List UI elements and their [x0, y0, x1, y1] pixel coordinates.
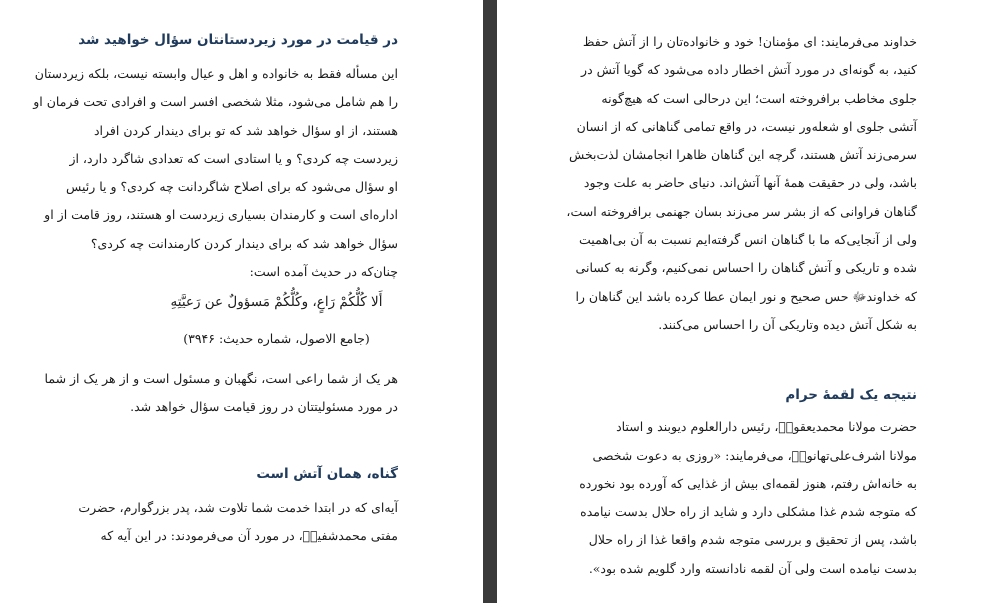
text-line: اداره‌ای است و کارمندان بسیاری زیردست او هستند، روز قامت از او: [44, 207, 398, 223]
hadith-source: (جامع الاصول، شماره حدیث: ۳۹۴۶): [183, 330, 370, 346]
text-line: زیردست چه کردی؟ و یا استادی است که تعدادی شاگرد دارد، از: [69, 150, 398, 166]
right-column: [566, 28, 917, 583]
text-line: جلوی مخاطب برافروخته است؛ این درحالی است که هیچ‌گونه: [601, 90, 917, 106]
text-line: مولانا اشرف‌علی‌تهانویؒ، می‌فرمایند: «روزی به دعوت شخصی: [592, 447, 917, 463]
section-heading: در قیامت در مورد زیردستانتان سؤال خواهید شد: [78, 32, 398, 48]
book-spine: [483, 0, 497, 603]
text-line: هستند، از او سؤال خواهد شد که تو برای دیندار کردن افراد: [93, 122, 398, 138]
text-line: سؤال خواهد شد که برای دیندار کردن کارمندانت چه کردی؟: [90, 235, 398, 251]
text-line: باشد، ولی در حقیقت همهٔ آنها آتش‌اند. دنیای حاضر به علت وجود: [583, 175, 917, 191]
text-line: شده و تاریکی و آتش گناهان را احساس نمی‌کنیم، وگرنه به کسانی: [575, 260, 917, 276]
text-line: که متوجه شدم غذا مشکلی دارد و شاید از راه حلال بدست نیامده: [580, 504, 917, 520]
text-line: به شکل آتش دیده وتاریکی آن را احساس می‌کنند.: [658, 316, 917, 332]
section-heading: نتیجه یک لقمهٔ حرام: [785, 387, 917, 404]
text-line: به خانه‌اش رفتم، هنوز لقمه‌ای بیش از غذایی که آورده بود نخورده: [579, 475, 917, 491]
text-line: باشد، پس از تحقیق و بررسی متوجه شدم واقعا غذا از راه حلال: [588, 532, 917, 548]
text-line: در مورد مسئولیتتان در روز قیامت سؤال خواهد شد.: [130, 399, 398, 415]
text-line: ولی از آنجایی‌که ما با گناهان انس گرفته‌ایم نسبت به آن بی‌اهمیت: [579, 232, 917, 248]
section-heading: گناه، همان آتش است: [256, 465, 398, 482]
right-page: [497, 0, 984, 603]
text-line: خداوند می‌فرمایند: ای مؤمنان! خود و خانواده‌تان را از آتش حفظ: [582, 34, 917, 49]
text-line: کنید، به گونه‌ای در مورد آتش اخطار داده می‌شود که گویا آتش در: [581, 62, 917, 78]
text-line: آتشی جلوی او شعله‌ور نیست، در واقع تمامی گناهانی که از انسان: [576, 118, 917, 134]
paragraph: [577, 413, 917, 583]
text-line: این مسأله فقط به خانواده و اهل و عیال وابسته نیست، بلکه زیردستان: [34, 66, 398, 81]
text-line: مفتی محمدشفیعؒ، در مورد آن می‌فرمودند: در این آیه که: [100, 527, 398, 543]
left-column: [33, 26, 398, 550]
text-line: چنان‌که در حدیث آمده است:: [249, 264, 398, 280]
text-line: هر یک از شما راعی است، نگهبان و مسئول است و از هر یک از شما: [44, 370, 398, 386]
text-line: حضرت مولانا محمدیعقوبؒ، رئیس دارالعلوم دیوبند و استاد: [616, 419, 917, 435]
paragraph: [33, 60, 398, 286]
text-line: که خداوندﷻ حس صحیح و نور ایمان عطا کرده باشد این گناهان را: [575, 288, 917, 304]
paragraph: [566, 28, 917, 339]
text-line: آیه‌ای که در ابتدا خدمت شما تلاوت شد، پدر بزرگوارم، حضرت: [78, 499, 398, 515]
text-line: گناهان فراوانی که از بشر سر می‌زند بسان جهنمی برافروخته است،: [566, 203, 917, 219]
text-line: را هم شامل می‌شود، مثلا شخصی افسر است و افرادی تحت فرمان او: [33, 94, 398, 110]
paragraph: [78, 494, 398, 551]
paragraph: [44, 365, 398, 422]
text-line: سرمی‌زند آتش هستند، گرچه این گناهان ظاهرا انجامشان لذت‌بخش: [569, 147, 917, 163]
hadith-text: أَلا كُلُّكُمْ رَاعٍ، وكُلُّكُمْ مَسؤولٌ عن رَعيَّتِهِ: [170, 294, 383, 311]
text-line: بدست نیامده است ولی آن لقمه نادانسته وارد گلویم شده بود».: [588, 560, 917, 576]
left-page: [0, 0, 483, 603]
text-line: او سؤال می‌شود که برای اصلاح شاگردانت چه کردی؟ و یا رئیس: [66, 179, 398, 195]
